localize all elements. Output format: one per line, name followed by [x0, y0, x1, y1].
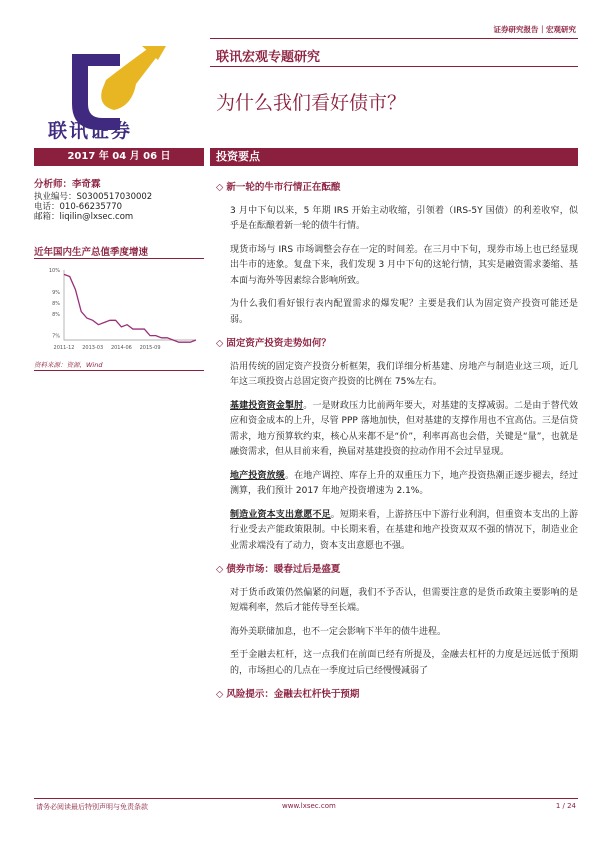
x-tick-label: 2014-06 [110, 345, 132, 351]
paragraph-lead: 基建投资资金掣肘 [230, 400, 304, 411]
logo-wordmark: 联讯证券 [48, 120, 133, 142]
paragraph-text: 对于货币政策仍然偏紧的问题，我们不予否认，但需要注意的是货币政策主要影响的是短端利率，然后才能传导至长端。 [230, 587, 578, 613]
paragraph [216, 297, 578, 328]
title-divider [210, 66, 578, 67]
diamond-icon: ◇ [216, 182, 224, 193]
section-heading [216, 336, 578, 352]
section-heading [216, 180, 578, 196]
chart-axis [64, 270, 196, 340]
analyst-info [34, 180, 152, 222]
x-tick-label: 2015-09 [139, 345, 161, 351]
diamond-icon: ◇ [216, 689, 224, 700]
x-tick-label: 2011-12 [53, 345, 75, 351]
section-heading [216, 687, 578, 703]
footer-website[interactable]: www.lxsec.com [282, 802, 336, 810]
paragraph [216, 360, 578, 391]
paragraph-lead: 地产投资放缓 [230, 470, 285, 481]
chart-bottom-divider [34, 370, 204, 371]
paragraph-text: 为什么我们看好银行表内配置需求的爆发呢？主要是我们认为固定资产投资可能还是弱。 [230, 299, 578, 325]
diamond-icon: ◇ [216, 338, 224, 349]
diamond-icon: ◇ [216, 564, 224, 575]
paragraph [216, 508, 578, 555]
paragraph [216, 243, 578, 290]
paragraph [216, 648, 578, 679]
analyst-name: 分析师：李奇霖 [34, 179, 101, 190]
section-heading-text: 新一轮的牛市行情正在酝酿 [226, 182, 341, 193]
paragraph-text: 。在地产调控、库存上升的双重压力下，地产投资热潮正逐步褪去，经过测算，我们预计 2017 年地产投资增速为 2.1%。 [230, 470, 578, 496]
section-heading-text: 固定资产投资走势如何？ [226, 338, 331, 349]
report-type: 联讯宏观专题研究 [216, 50, 321, 65]
gdp-growth-line [64, 274, 196, 342]
paragraph [216, 625, 578, 641]
analyst-license: 执业编号：S0300517030002 [34, 192, 153, 202]
paragraph-text: 海外美联储加息，也不一定会影响下半年的债牛进程。 [230, 626, 447, 637]
section-heading [216, 562, 578, 578]
paragraph [216, 204, 578, 235]
chart-divider [34, 258, 204, 259]
paragraph-text: 现货市场与 IRS 市场调整会存在一定的时间差。在三月中下旬，现券市场上也已经显现出牛市的迹象。复盘下来，我们发现 3 月中下旬的这轮行情，其实是融资需求萎缩、基本面与海外等因素综合影响所致。 [230, 244, 578, 286]
paragraph-text: 至于金融去杠杆，这一点我们在前面已经有所提及，金融去杠杆的力度是远远低于预期的，市场担心的几点在一季度过后已经慢慢减弱了 [230, 650, 578, 676]
paragraph-text: 3 月中下旬以来，5 年期 IRS 开始主动收缩，引领着（IRS-5Y 国债）的利差收窄，似乎是在酝酿着新一轮的债牛行情。 [230, 205, 578, 231]
paragraph [216, 399, 578, 461]
analyst-email: 邮箱：liqilin@lxsec.com [34, 212, 134, 222]
paragraph-lead: 制造业资本支出意愿不足 [230, 509, 331, 520]
section-heading-text: 债券市场：暖春过后是盛夏 [226, 564, 341, 575]
section-heading-text: 风险提示：金融去杠杆快于预期 [226, 689, 360, 700]
x-tick-label: 2013-03 [82, 345, 104, 351]
y-tick-label: 9% [52, 289, 60, 296]
chart-title: 近年国内生产总值季度增速 [34, 247, 149, 258]
paragraph-text: 沿用传统的固定资产投资分析框架，我们详细分析基建、房地产与制造业这三项，近几年这三项投资占总固定资产投资的比例在 75%左右。 [230, 361, 578, 387]
chart-source: 资料来源：资源，Wind [34, 361, 103, 369]
key-points-body [216, 180, 578, 711]
analyst-phone: 电话：010-66235770 [34, 202, 123, 212]
key-points-header: 投资要点 [210, 148, 578, 166]
gdp-growth-chart [34, 262, 204, 358]
page-number: 1 / 24 [555, 802, 576, 810]
paragraph [216, 586, 578, 617]
y-tick-label: 8% [52, 311, 60, 318]
y-tick-label: 10% [48, 268, 60, 274]
y-tick-label: 7% [52, 333, 60, 340]
top-divider [210, 38, 578, 39]
paragraph-text: 。一是财政压力比前两年要大，对基建的支撑减弱。二是由于替代效应和资金成本的上升，尽管 PPP 落地加快，但对基建的支撑作用也不宜高估。三是信贷需求，地方预算软约束，核心从来都不是“价”，利率再高也会借，关键是“量”，也就是融资需求，但从目前来看，换届对基建投资的拉动作用不会过早显现。 [230, 400, 578, 457]
y-tick-label: 8% [52, 300, 60, 307]
report-category: 证券研究报告｜宏观研究 [493, 25, 576, 34]
footer-divider [34, 798, 578, 799]
paragraph [216, 469, 578, 500]
report-date: 2017 年 04 月 06 日 [34, 148, 204, 166]
paragraph-text: 。短期来看，上游挤压中下游行业利润，但重资本支出的上游行业受去产能政策限制。中长期来看，在基建和地产投资双双不强的情况下，制造业企业需求端没有了动力，资本支出意愿也不强。 [230, 509, 578, 551]
footer-disclaimer: 请务必阅读最后特别声明与免责条款 [36, 803, 148, 811]
report-title: 为什么我们看好债市？ [216, 92, 407, 114]
